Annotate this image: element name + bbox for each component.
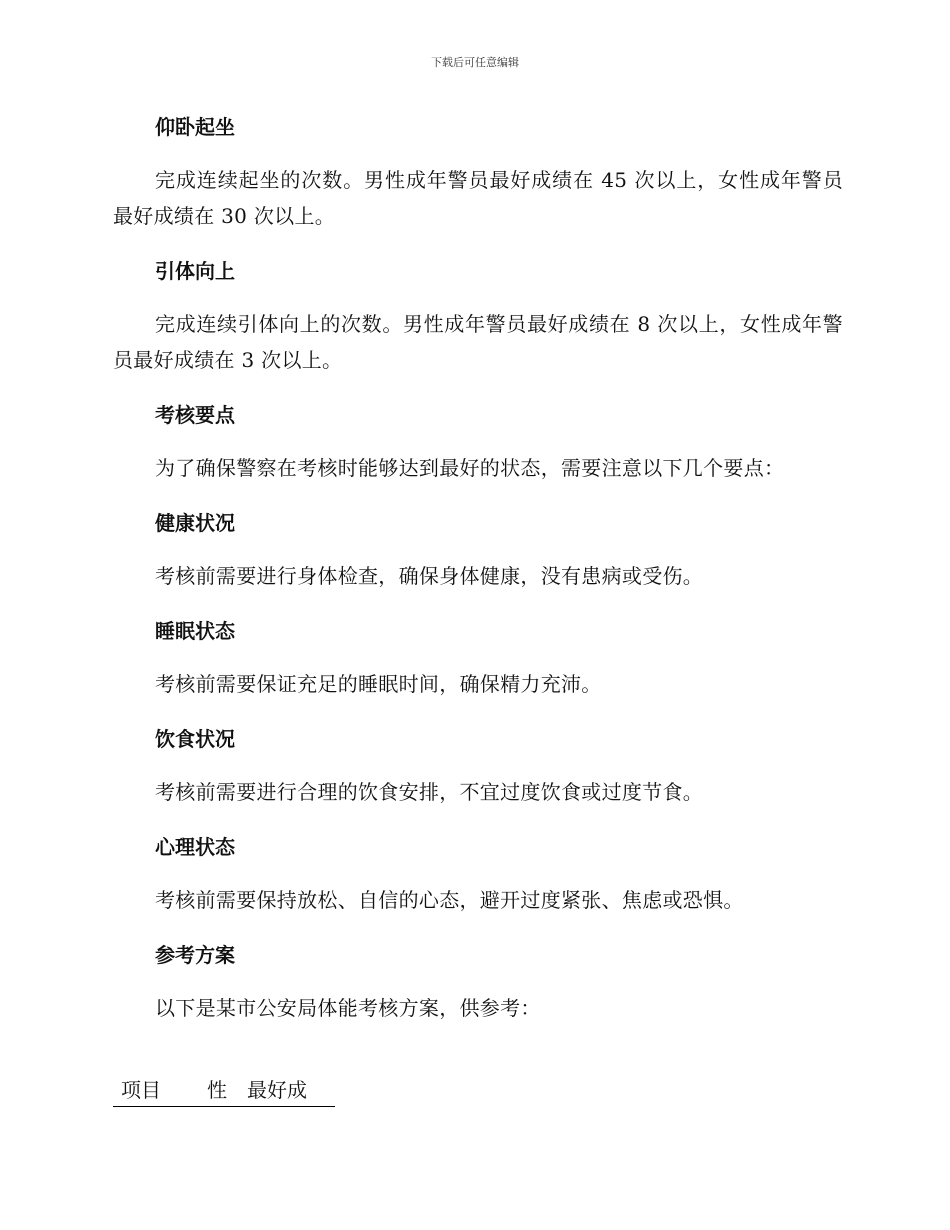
section-paragraph: 完成连续起坐的次数。男性成年警员最好成绩在 45 次以上，女性成年警员最好成绩在 30 次以上。 xyxy=(113,168,843,228)
section-paragraph: 考核前需要保持放松、自信的心态，避开过度紧张、焦虑或恐惧。 xyxy=(155,888,744,912)
section-paragraph: 完成连续引体向上的次数。男性成年警员最好成绩在 8 次以上，女性成年警员最好成绩在 3 次以上。 xyxy=(113,312,843,372)
section-heading: 仰卧起坐 xyxy=(155,115,235,139)
section-heading: 心理状态 xyxy=(155,835,235,859)
section-situp xyxy=(113,108,843,234)
section-pullup xyxy=(113,252,843,378)
section-diet xyxy=(113,720,843,810)
section-heading: 引体向上 xyxy=(155,259,235,283)
section-heading: 健康状况 xyxy=(155,511,235,535)
section-paragraph: 考核前需要进行合理的饮食安排，不宜过度饮食或过度节食。 xyxy=(155,780,704,804)
section-key-points xyxy=(113,396,843,486)
section-health xyxy=(113,504,843,594)
section-sleep xyxy=(113,612,843,702)
section-paragraph: 考核前需要进行身体检查，确保身体健康，没有患病或受伤。 xyxy=(155,564,704,588)
section-paragraph: 以下是某市公安局体能考核方案，供参考： xyxy=(155,996,541,1020)
table-header-item: 项目 xyxy=(121,1078,161,1102)
section-mental xyxy=(113,828,843,918)
table-header-best: 最好成 xyxy=(247,1078,307,1102)
section-heading: 睡眠状态 xyxy=(155,619,235,643)
page-header: 下载后可任意编辑 xyxy=(431,56,519,69)
document-body xyxy=(113,108,843,1044)
table-header-gender: 性 xyxy=(207,1078,227,1102)
section-heading: 饮食状况 xyxy=(155,727,235,751)
section-heading: 考核要点 xyxy=(155,403,235,427)
section-heading: 参考方案 xyxy=(155,943,235,967)
section-paragraph: 考核前需要保证充足的睡眠时间，确保精力充沛。 xyxy=(155,672,602,696)
section-paragraph: 为了确保警察在考核时能够达到最好的状态，需要注意以下几个要点： xyxy=(155,456,785,480)
section-reference-plan xyxy=(113,936,843,1026)
table-header-row xyxy=(113,1076,335,1107)
